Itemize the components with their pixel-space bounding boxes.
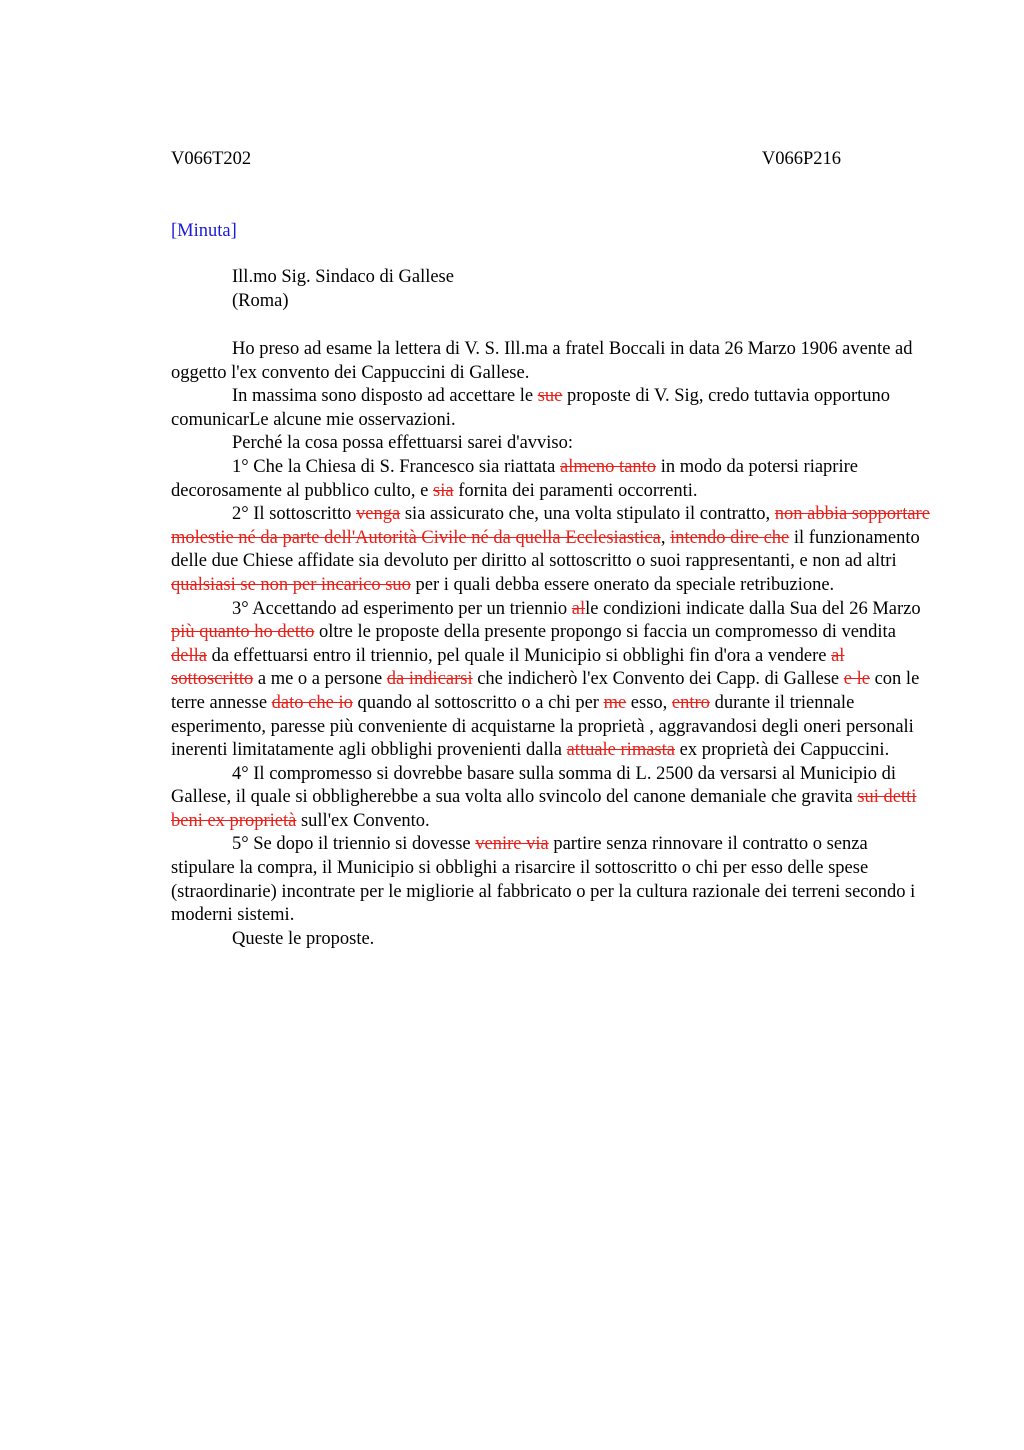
text-segment: 1° Che la Chiesa di S. Francesco sia riattata [232,456,560,477]
recipient-address [232,266,454,313]
text-segment: che indicherò l'ex Convento dei Capp. di Gallese [472,669,844,690]
deleted-text: attuale rimasta [566,740,675,761]
letter-paragraph [171,928,931,952]
letter-paragraph [171,503,931,597]
text-segment: ex proprietà dei Cappuccini. [674,740,890,761]
text-segment: oltre le proposte della presente propongo si faccia un compromesso di vendita [314,622,896,643]
deleted-text: intendo dire che [670,527,790,548]
text-segment: in modo da potersi riaprire decorosamente al pubblico culto, e [171,456,858,501]
text-segment: a me o a persone [253,669,387,690]
deleted-text: sia [433,480,454,501]
text-segment: il funzionamento delle due Chiese affidate sia devoluto per diritto al sottoscritto o suoi rappresentanti, e non ad altri [171,527,920,572]
letter-paragraph [171,385,931,432]
letter-body [171,338,931,951]
text-segment: per i quali debba essere onerato da speciale retribuzione. [410,574,835,595]
deleted-text: almeno tanto [559,456,657,477]
letter-paragraph [171,833,931,927]
text-segment: Perché la cosa possa effettuarsi sarei d'avviso: [232,433,574,454]
text-segment: partire senza rinnovare il contratto o senza stipulare la compra, il Municipio si obblighi a risarcire il sottoscritto o chi per esso delle spese (straordinarie) incontrate per le migliorie al fabbricato o per la cultura razionale dei terreni secondo i moderni sistemi. [171,834,916,926]
text-segment: sull'ex Convento. [296,810,430,831]
letter-paragraph [171,456,931,503]
letter-paragraph [171,432,931,456]
text-segment: 5° Se dopo il triennio si dovesse [232,834,476,855]
text-segment: durante il triennale esperimento, paresse più conveniente di acquistarne la proprietà , aggravandosi degli oneri personali inerenti limitatamente agli obblighi provenienti dalla [171,692,914,761]
deleted-text: sue [537,386,563,407]
text-segment: 3° Accettando ad esperimento per un triennio [232,598,572,619]
deleted-text: sui detti beni ex proprietà [171,787,917,831]
deleted-text: più quanto ho detto [171,622,315,643]
deleted-text: della [171,645,207,666]
document-codes [171,147,841,171]
text-segment: le condizioni indicate dalla Sua del 26 Marzo [585,598,921,619]
letter-paragraph [171,338,931,385]
text-segment: In massima sono disposto ad accettare le [232,386,538,407]
deleted-text: venga [356,504,401,525]
text-segment: da effettuarsi entro il triennio, pel quale il Municipio si obblighi fin d'ora a vendere [206,645,832,666]
deleted-text: venire via [475,834,549,855]
text-segment: 4° Il compromesso si dovrebbe basare sulla somma di L. 2500 da versarsi al Municipio di Gallese, il quale si obbligherebbe a sua volta allo svincolo del canone demaniale che gravita [171,763,897,808]
deleted-text: entro [671,692,710,713]
deleted-text: me [603,692,627,713]
document-code-left: V066T202 [171,149,252,169]
text-segment: proposte di V. Sig, credo tuttavia opportuno comunicarLe alcune mie osservazioni. [171,386,891,430]
text-segment: con le terre annesse [171,669,920,713]
address-line-1: Ill.mo Sig. Sindaco di Gallese [232,267,454,287]
text-segment: quando al sottoscritto o a chi per [352,692,604,713]
document-code-right: V066P216 [761,149,841,169]
deleted-text: non abbia sopportare molestie né da parte dell'Autorità Civile né da quella Ecclesiastica [171,504,930,548]
deleted-text: qualsiasi se non per incarico suo [171,574,411,595]
deleted-text: dato che io [271,692,353,713]
text-segment: 2° Il sottoscritto [232,504,357,525]
minuta-label: [Minuta] [171,221,237,241]
deleted-text: da indicarsi [386,669,473,690]
deleted-text: al sottoscritto [171,645,845,690]
text-segment: , [660,527,671,548]
text-segment: sia assicurato che, una volta stipulato il contratto, [400,504,775,525]
text-segment: fornita dei paramenti occorrenti. [453,480,698,501]
letter-paragraph [171,598,931,763]
text-segment: Queste le proposte. [232,928,375,949]
text-segment: Ho preso ad esame la lettera di V. S. Ill.ma a fratel Boccali in data 26 Marzo 1906 avente ad oggetto l'ex convento dei Cappuccini di Gallese. [171,339,913,383]
deleted-text: e le [843,669,870,690]
letter-paragraph [171,763,931,834]
text-segment: esso, [626,692,672,713]
address-line-2: (Roma) [232,290,289,311]
deleted-text: al [571,598,586,619]
